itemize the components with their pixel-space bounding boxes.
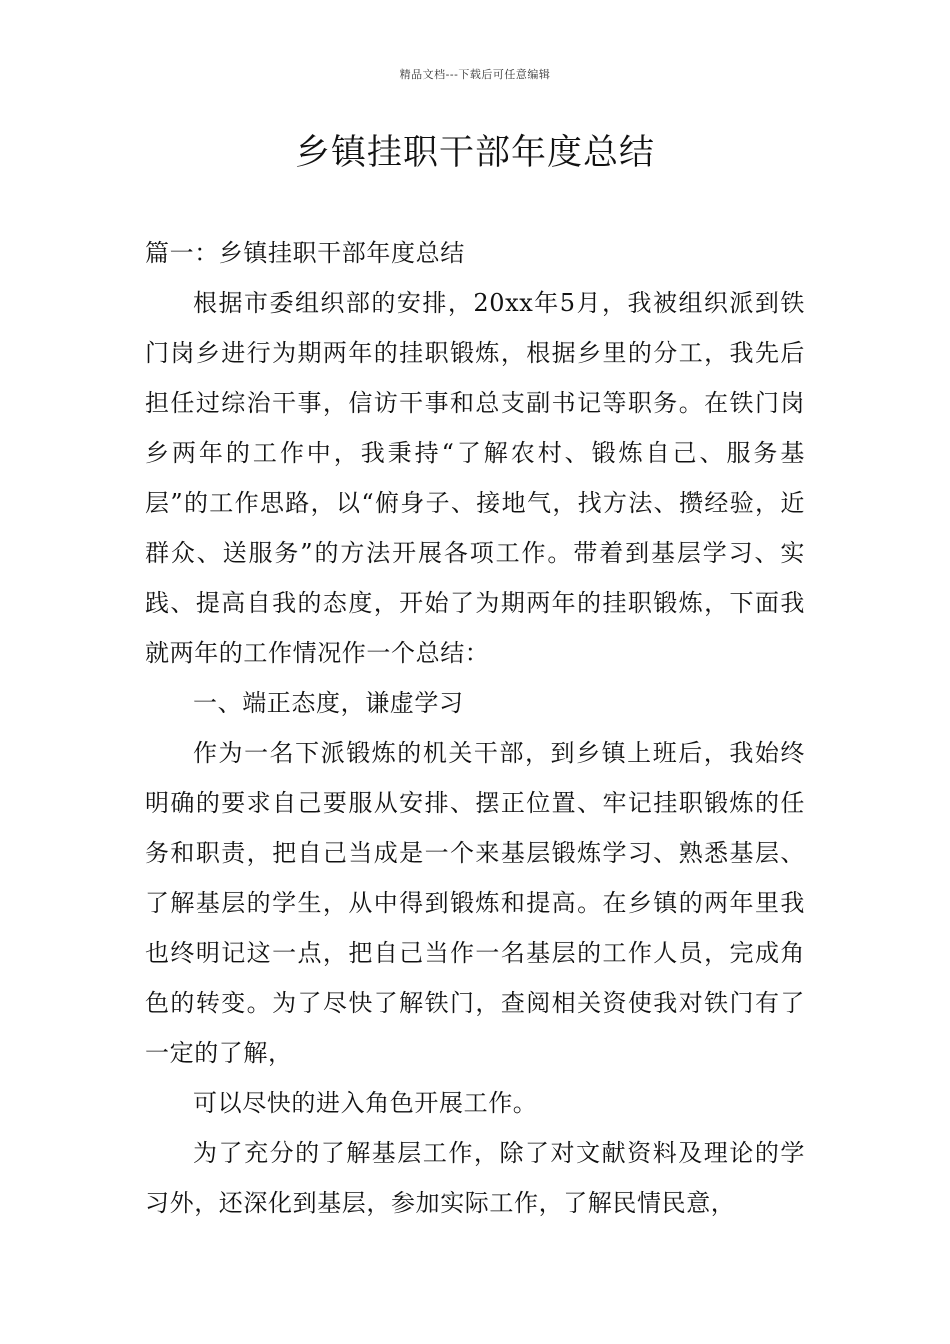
paragraph-intro: 根据市委组织部的安排，20xx年5月，我被组织派到铁门岗乡进行为期两年的挂职锻炼，根据乡里的分工，我先后担任过综治干事，信访干事和总支副书记等职务。在铁门岗乡两年的工作中，我秉持“了解农村、锻炼自己、服务基层”的工作思路，以“俯身子、接地气，找方法、攒经验，近群众、送服务”的方法开展各项工作。带着到基层学习、实践、提高自我的态度，开始了为期两年的挂职锻炼，下面我就两年的工作情况作一个总结： [145, 289, 805, 667]
section-heading: 篇一：乡镇挂职干部年度总结 [145, 239, 465, 267]
paragraph-grassroots: 为了充分的了解基层工作，除了对文献资料及理论的学习外，还深化到基层，参加实际工作，了解民情民意， [145, 1139, 805, 1217]
header-note: 精品文档---下载后可任意编辑 [399, 68, 551, 81]
document-title: 乡镇挂职干部年度总结 [294, 133, 655, 173]
document-body [145, 228, 805, 1228]
subheading-attitude: 一、端正态度，谦虚学习 [193, 689, 464, 717]
paragraph-role: 可以尽快的进入角色开展工作。 [193, 1089, 538, 1117]
paragraph-attitude: 作为一名下派锻炼的机关干部，到乡镇上班后，我始终明确的要求自己要服从安排、摆正位置、牢记挂职锻炼的任务和职责，把自己当成是一个来基层锻炼学习、熟悉基层、了解基层的学生，从中得到锻炼和提高。在乡镇的两年里我也终明记这一点，把自己当作一名基层的工作人员，完成角色的转变。为了尽快了解铁门，查阅相关资使我对铁门有了一定的了解， [145, 739, 805, 1067]
